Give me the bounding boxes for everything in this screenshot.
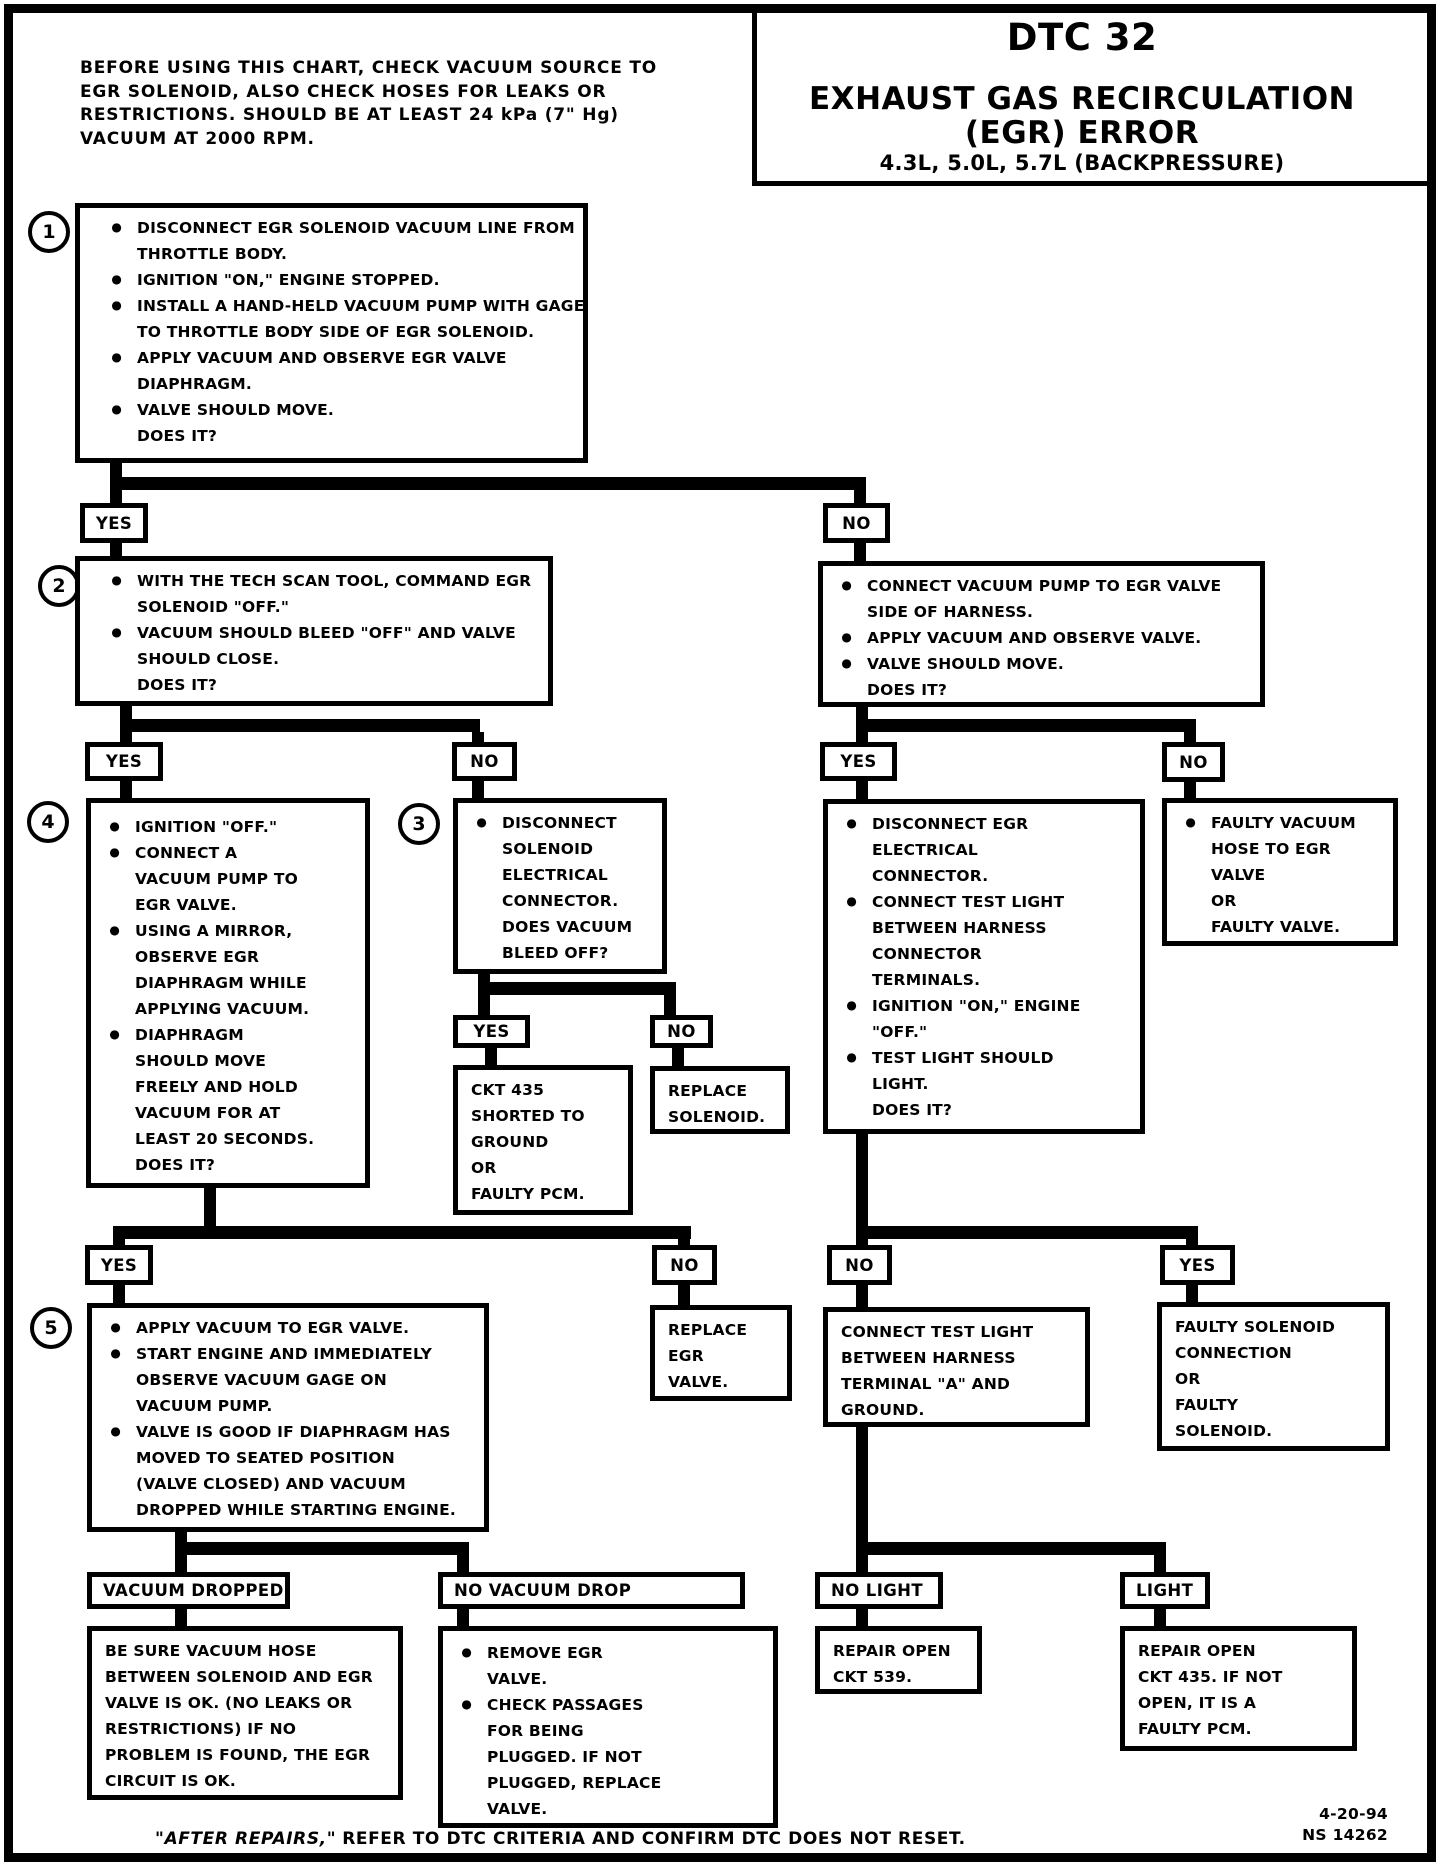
after-repairs-note [155,1829,966,1849]
step-number-4: 4 [27,801,69,843]
result-text: REPAIR OPEN CKT 435. IF NOT OPEN, IT IS A FAULTY PCM. [1138,1642,1283,1738]
note-line: VACUUM AT 2000 RPM. [80,128,315,149]
item-text: CONNECT TEST LIGHT BETWEEN HARNESS CONNECTOR TERMINALS. [872,893,1065,989]
connector-line [120,780,132,799]
connector-line [472,780,484,799]
step-number-2: 2 [38,565,80,607]
bullet-icon [92,1341,136,1419]
bullet-icon [828,1097,872,1123]
bullet-icon [443,1640,487,1692]
bullet-icon [1167,810,1211,940]
bullet-icon [80,672,137,698]
checklist-item [823,625,1257,651]
checklist-item [92,1315,481,1341]
bullet-icon [443,1692,487,1822]
connector-line [854,541,866,562]
question-line [458,914,659,966]
checklist-item [828,1045,1137,1097]
item-text: DOES IT? [137,427,218,445]
connector-line [113,1226,691,1239]
step-number-5: 5 [30,1307,72,1349]
item-text: DOES VACUUM BLEED OFF? [502,918,633,962]
branch-label-no: NO [827,1245,892,1285]
checklist-item [92,1419,481,1523]
dtc-title [757,16,1407,177]
test-light-check-box [823,799,1145,1134]
bullet-icon [458,810,502,914]
item-text: DOES IT? [867,681,948,699]
checklist-item [80,568,545,620]
checklist-item [443,1640,770,1692]
connector-line [678,1284,690,1306]
branch-label-yes: YES [85,742,163,781]
item-text: REMOVE EGR VALVE. [487,1644,603,1688]
connector-line [856,1239,868,1246]
item-text: DOES IT? [137,676,218,694]
item-text: START ENGINE AND IMMEDIATELY OBSERVE VACUUM GAGE ON VACUUM PUMP. [136,1345,433,1415]
checklist-item [823,573,1257,625]
bullet-icon [92,1315,136,1341]
connector-line [856,1426,868,1554]
result-egr-circuit-ok [87,1626,403,1800]
bullet-icon [91,1022,135,1152]
bullet-icon [828,1045,872,1097]
result-text: CKT 435 SHORTED TO GROUND OR FAULTY PCM. [471,1081,585,1203]
action-connect-test-light-ground [823,1307,1090,1427]
result-faulty-vacuum-hose [1162,798,1398,946]
result-text: FAULTY SOLENOID CONNECTION OR FAULTY SOLENOID. [1175,1318,1336,1440]
connector-line [175,1542,469,1555]
note-line: BEFORE USING THIS CHART, CHECK VACUUM SOURCE TO [80,58,657,78]
item-text: TEST LIGHT SHOULD LIGHT. [872,1049,1054,1093]
title-subtitle: 4.3L, 5.0L, 5.7L (BACKPRESSURE) [879,151,1285,175]
connector-line [1154,1555,1166,1573]
connector-line [1154,1607,1166,1626]
connector-line [856,1555,868,1573]
connector-line [113,1239,125,1246]
branch-label-no: NO [1162,742,1225,782]
item-text: VALVE SHOULD MOVE. [867,655,1064,673]
question-line [80,423,580,449]
item-text: VACUUM SHOULD BLEED "OFF" AND VALVE SHOULD CLOSE. [137,624,516,668]
bullet-icon [91,1152,135,1178]
bullet-icon [91,814,135,840]
connector-line [120,719,480,732]
result-replace-solenoid [650,1066,790,1134]
action-remove-egr-valve [438,1626,778,1828]
item-text: IGNITION "OFF." [135,818,278,836]
connector-line [856,1134,868,1238]
connector-line [110,490,122,504]
item-text: DOES IT? [872,1101,953,1119]
checklist-item [91,814,362,840]
note-line: RESTRICTIONS. SHOULD BE AT LEAST 24 kPa (7" Hg) [80,105,619,125]
title-divider-horizontal [752,181,1427,186]
checklist-item [80,293,585,345]
connector-line [175,1555,187,1573]
question-line [91,1152,362,1178]
bullet-icon [823,651,867,677]
connector-line [113,1284,125,1304]
item-text: FAULTY VACUUM HOSE TO EGR VALVE OR FAULTY VALVE. [1211,814,1356,936]
bullet-icon [458,914,502,966]
item-text: USING A MIRROR, OBSERVE EGR DIAPHRAGM WHILE APPLYING VACUUM. [135,922,310,1018]
item-text: APPLY VACUUM TO EGR VALVE. [136,1319,410,1337]
question-line [828,1097,1137,1123]
branch-label-no: NO [650,1015,713,1048]
document-number: NS 14262 [1302,1826,1388,1844]
bullet-icon [92,1419,136,1523]
connector-line [457,1555,469,1573]
question-line [80,672,545,698]
item-text: IGNITION "ON," ENGINE STOPPED. [137,271,440,289]
item-text: CHECK PASSAGES FOR BEING PLUGGED. IF NOT PLUGGED, REPLACE VALVE. [487,1696,662,1818]
connector-line [457,1607,469,1626]
step-4-box [86,798,370,1188]
checklist-item [823,651,1257,677]
connector-line [856,780,868,800]
result-text: CONNECT TEST LIGHT BETWEEN HARNESS TERMINAL "A" AND GROUND. [841,1323,1034,1419]
bullet-icon [80,215,137,267]
precheck-note [80,57,657,151]
checklist-item [443,1692,770,1822]
connector-line [856,1542,1166,1555]
item-text: APPLY VACUUM AND OBSERVE EGR VALVE DIAPHRAGM. [137,349,507,393]
checklist-item [458,810,659,914]
bullet-icon [80,267,137,293]
connector-line [678,1239,690,1246]
connector-line [1184,781,1196,799]
item-text: DIAPHRAGM SHOULD MOVE FREELY AND HOLD VACUUM FOR AT LEAST 20 SECONDS. [135,1026,315,1148]
bullet-icon [80,568,137,620]
item-text: IGNITION "ON," ENGINE "OFF." [872,997,1081,1041]
checklist-item [91,918,362,1022]
connector-line [856,1284,868,1308]
branch-label-yes: YES [1160,1245,1235,1285]
connector-line [478,982,676,995]
bullet-icon [91,918,135,1022]
after-repairs-quote: "AFTER REPAIRS," [155,1829,337,1849]
checklist-item [80,345,580,397]
branch-label-light: LIGHT [1120,1572,1210,1609]
result-replace-egr-valve [650,1305,792,1401]
title-line: (EGR) ERROR [964,115,1200,151]
branch-label-no-light: NO LIGHT [815,1572,943,1609]
connector-line [856,732,868,743]
result-text: BE SURE VACUUM HOSE BETWEEN SOLENOID AND EGR VALVE IS OK. (NO LEAKS OR RESTRICTIONS) IF NO PROBLEM IS FOUND, THE EGR CIRCUIT IS OK. [105,1642,373,1790]
branch-label-yes: YES [85,1245,153,1285]
checklist-item [91,840,362,918]
bullet-icon [80,293,137,345]
checklist-item [91,1022,362,1152]
connector-line [856,1226,1198,1239]
bullet-icon [80,423,137,449]
document-number-block [1270,1804,1388,1846]
result-text: REPAIR OPEN CKT 539. [833,1642,951,1686]
item-text: VALVE IS GOOD IF DIAPHRAGM HAS MOVED TO SEATED POSITION (VALVE CLOSED) AND VACUUM DROPPED WHILE STARTING ENGINE. [136,1423,456,1519]
bullet-icon [828,993,872,1045]
bullet-icon [80,397,137,423]
result-repair-ckt435 [1120,1626,1357,1751]
item-text: DISCONNECT EGR ELECTRICAL CONNECTOR. [872,815,1029,885]
checklist-item [80,397,580,423]
branch-label-yes: YES [820,742,897,781]
connector-line [1186,1239,1198,1246]
branch-label-no: NO [823,503,890,543]
result-ckt435-shorted [453,1065,633,1215]
checklist-item [80,267,580,293]
connector-line [856,1607,868,1626]
step-2-box [75,556,553,706]
bullet-icon [80,345,137,397]
title-line: EXHAUST GAS RECIRCULATION [809,81,1355,117]
bullet-icon [80,620,137,672]
branch-label-yes: YES [453,1015,530,1048]
connector-line [854,490,866,504]
after-repairs-text: REFER TO DTC CRITERIA AND CONFIRM DTC DOES NOT RESET. [342,1829,966,1849]
item-text: DOES IT? [135,1156,216,1174]
result-text: REPLACE SOLENOID. [668,1082,766,1126]
item-text: DISCONNECT EGR SOLENOID VACUUM LINE FROM THROTTLE BODY. [137,219,575,263]
checklist-item [1167,810,1390,940]
checklist-item [828,811,1137,889]
question-line [823,677,1257,703]
connector-line [485,1047,497,1066]
result-faulty-solenoid [1157,1302,1390,1451]
connector-line [110,477,866,490]
connector-line [1184,732,1196,743]
connector-line [1186,1284,1198,1303]
bullet-icon [91,840,135,918]
connector-line [472,732,484,743]
item-text: APPLY VACUUM AND OBSERVE VALVE. [867,629,1202,647]
checklist-item [828,993,1137,1045]
step-number-1: 1 [28,211,70,253]
item-text: INSTALL A HAND-HELD VACUUM PUMP WITH GAGE TO THROTTLE BODY SIDE OF EGR SOLENOID. [137,297,585,341]
checklist-item [80,620,545,672]
connector-line [664,995,676,1016]
connector-line [856,719,1196,732]
branch-label-no: NO [652,1245,717,1285]
checklist-item [80,215,580,267]
bullet-icon [828,889,872,993]
result-text: REPLACE EGR VALVE. [668,1321,748,1391]
bullet-icon [823,573,867,625]
branch-label-vacuum-dropped: VACUUM DROPPED [87,1572,290,1609]
step-5-box [87,1303,489,1532]
revision-date: 4-20-94 [1319,1805,1388,1823]
branch-label-no: NO [452,742,517,781]
connector-line [478,995,490,1016]
connector-line [120,732,132,743]
branch-label-no-vacuum-drop: NO VACUUM DROP [438,1572,745,1609]
bullet-icon [828,811,872,889]
result-repair-ckt539 [815,1626,982,1694]
connector-line [175,1607,187,1626]
bullet-icon [823,677,867,703]
dtc-code: DTC 32 [1006,16,1158,59]
item-text: CONNECT A VACUUM PUMP TO EGR VALVE. [135,844,298,914]
checklist-item [828,889,1137,993]
note-line: EGR SOLENOID, ALSO CHECK HOSES FOR LEAKS OR [80,81,607,102]
branch-label-yes: YES [80,503,148,543]
connector-line [110,541,122,557]
step-1-box [75,203,588,463]
item-text: VALVE SHOULD MOVE. [137,401,334,419]
bullet-icon [823,625,867,651]
step-number-3: 3 [398,803,440,845]
item-text: CONNECT VACUUM PUMP TO EGR VALVE SIDE OF HARNESS. [867,577,1222,621]
item-text: WITH THE TECH SCAN TOOL, COMMAND EGR SOLENOID "OFF." [137,572,532,616]
connector-line [672,1047,684,1067]
checklist-item [92,1341,481,1419]
step-3-box [453,798,667,974]
item-text: DISCONNECT SOLENOID ELECTRICAL CONNECTOR. [502,814,619,910]
vacuum-pump-harness-box [818,561,1265,707]
